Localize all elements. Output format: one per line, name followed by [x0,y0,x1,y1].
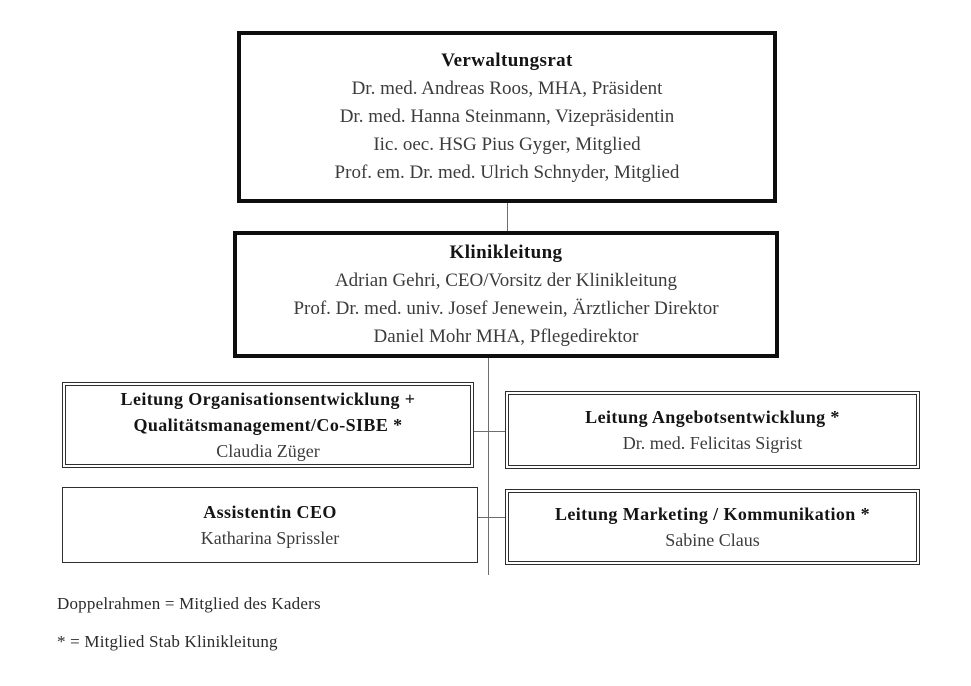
angebotsentwicklung-person: Dr. med. Felicitas Sigrist [622,433,803,453]
box-marketing-kommunikation-inner [508,492,917,562]
legend-doppelrahmen: Doppelrahmen = Mitglied des Kaders [57,594,321,613]
assistentin-ceo-title: Assistentin CEO [203,502,337,522]
organisationsentwicklung-title-line1: Leitung Organisationsentwicklung + [120,389,416,409]
klinikleitung-member-2: Prof. Dr. med. univ. Josef Jenewein, Ärztlicher Direktor [293,297,719,319]
box-angebotsentwicklung [505,391,920,469]
verwaltungsrat-member-4: Prof. em. Dr. med. Ulrich Schnyder, Mitglied [334,162,680,183]
box-verwaltungsrat [237,31,777,203]
verwaltungsrat-member-1: Dr. med. Andreas Roos, MHA, Präsident [351,78,663,99]
box-klinikleitung [233,231,779,358]
box-marketing-kommunikation [505,489,920,565]
klinikleitung-member-3: Daniel Mohr MHA, Pflegedirektor [373,325,639,347]
verwaltungsrat-member-2: Dr. med. Hanna Steinmann, Vizepräsidentin [339,106,675,127]
box-organisationsentwicklung-inner [65,385,471,465]
marketing-kommunikation-title: Leitung Marketing / Kommunikation * [554,504,871,524]
legend-stab-klinikleitung: * = Mitglied Stab Klinikleitung [57,632,278,651]
marketing-kommunikation-person: Sabine Claus [665,530,760,550]
verwaltungsrat-member-3: Iic. oec. HSG Pius Gyger, Mitglied [373,134,641,155]
box-organisationsentwicklung [62,382,474,468]
box-angebotsentwicklung-inner [508,394,917,466]
klinikleitung-title: Klinikleitung [449,241,563,263]
box-assistentin-ceo [62,487,478,563]
connector-trunk [488,358,489,575]
organisationsentwicklung-title-line2: Qualitätsmanagement/Co-SIBE * [133,415,403,435]
assistentin-ceo-person: Katharina Sprissler [200,528,340,548]
verwaltungsrat-title: Verwaltungsrat [441,50,573,71]
connector-verwaltungsrat-klinikleitung [507,203,508,231]
connector-row1 [474,431,505,432]
angebotsentwicklung-title: Leitung Angebotsentwicklung * [585,407,840,427]
klinikleitung-member-1: Adrian Gehri, CEO/Vorsitz der Klinikleitung [334,269,678,291]
organisationsentwicklung-person: Claudia Züger [216,441,320,461]
